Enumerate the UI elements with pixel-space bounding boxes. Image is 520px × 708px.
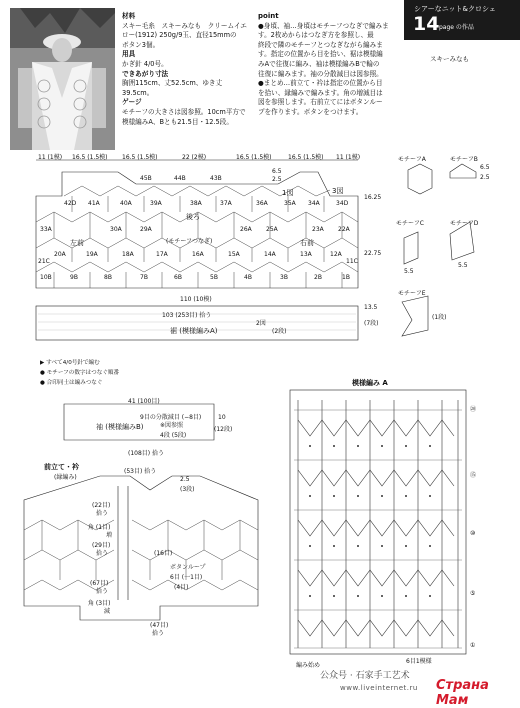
size-text: 胸囲115cm、丈52.5cm、ゆき丈39.5cm。 [122,79,223,97]
motif-label: 25A [266,226,278,233]
motif-label: 30A [110,226,122,233]
motif-label: 2B [314,274,322,281]
pattern-row-mark: ⑤ [470,590,476,597]
page-suffix: page の作品 [439,24,474,31]
motif-e-dim: (1段) [432,314,447,321]
motif-label: 37A [220,200,232,207]
front-band-note: 拾う [152,630,165,637]
motif-label: 20A [54,251,66,258]
motif-b-dim: 6.5 [480,164,490,171]
pattern-row-mark: ⑳ [470,406,477,413]
motif-label: 21C [38,258,50,265]
dim-neck: 6.5 [272,168,282,175]
materials-line: スキー毛糸 スキーみなも クリームイエ [122,21,247,30]
motif-c-name: モチーフC [396,220,424,227]
front-band-note: 角 (1目) [88,524,111,531]
motif-label: 19A [86,251,98,258]
front-band-note: 拾う [96,550,109,557]
fig3-label: 3図 [332,187,344,195]
hem-fig: 2図 [256,320,266,327]
motif-label: 40A [120,200,132,207]
tools-text: かぎ針 4/0号。 [122,59,168,68]
point-line: す。指定の位置から目を拾い、裾は模様編 [258,50,383,59]
motif-label: 39A [150,200,162,207]
gauge-title: ゲージ [122,98,142,107]
front-band-note: 角 (3目) [88,600,111,607]
materials-line: ロー(1912) 250g/9玉、直径15mmの [122,31,237,40]
motif-label: 16A [192,251,204,258]
back-label: 後ろ [186,213,200,221]
site-logo: Страна Мам [436,678,489,708]
motif-label: 23A [312,226,324,233]
front-band-note: ボタンループ [170,564,206,571]
dim-top: 16.5 (1.5模) [288,154,324,161]
motif-label: 8B [104,274,112,281]
materials-title: 材料 [122,12,136,20]
legend [40,358,119,388]
motif-label: 11C [346,258,358,265]
motif-label: 34D [336,200,349,207]
motif-label: 4B [244,274,252,281]
point-line: 往復に編みます。袖の分散減目は図参照。 [258,69,383,78]
front-band-note: 6目 (一1目) [170,574,203,581]
front-band-note: (67目) [90,580,109,587]
motif-label: 42D [64,200,77,207]
pattern-row-mark: ⑩ [470,530,476,537]
dim-top: 16.5 (1.5模) [122,154,158,161]
pattern-repeat: 6目1模様 [406,658,432,665]
gauge-line: 模様編みA、Bとも21.5目・12.5段。 [122,117,233,126]
front-band-note: (53目) 拾う [124,468,157,475]
yarn-label: スキーみなも [430,55,469,63]
point-title: point [258,12,279,20]
motif-label: 14A [264,251,276,258]
motif-label: 18A [122,251,134,258]
motif-c-dim: 5.5 [404,268,414,275]
motif-label: 22A [338,226,350,233]
motif-d-name: モチーフD [450,220,479,227]
motif-label: 13A [300,251,312,258]
dim-top: 11 (1模) [38,154,63,161]
motif-label: 33A [40,226,52,233]
motif-label: 29A [140,226,152,233]
motif-label: 15A [228,251,240,258]
pattern-row-mark: ① [470,642,476,649]
motif-e-dim: 13.5 [364,304,378,311]
front-band-title: 前立て・衿 [44,463,79,471]
motif-label: 12A [330,251,342,258]
motif-label: 9B [70,274,78,281]
point-line: す。2枚めからはつなぎ方を参照し、最 [258,31,374,40]
motif-label: 1B [342,274,350,281]
hem-label: 裾 (模様編みA) [170,327,218,335]
front-band-note: (22目) [92,502,111,509]
right-front-label: 右前 [300,239,314,247]
width-total: 110 (10模) [180,296,212,303]
sleeve-rows: 4段 (5段) [160,432,187,439]
motif-label: 7B [140,274,148,281]
dim-neck: 2.5 [272,176,282,183]
dim-top: 11 (1模) [336,154,361,161]
front-band-note: (16目) [154,550,173,557]
hem-rows: (2段) [272,328,287,335]
pattern-title: 模様編み A [352,379,388,387]
motif-label: 6B [174,274,182,281]
motif-label: 38A [190,200,202,207]
back-sub-label: (モチーフつなぎ) [166,238,213,245]
sleeve-dec-note: 9目の分散減目 (−8目) [140,414,202,421]
front-band-note: 2.5 [180,476,190,483]
point-line: プを作ります。ボタンをつけます。 [258,107,363,116]
dim-top: 16.5 (1.5模) [72,154,108,161]
motif-label: 41A [88,200,100,207]
materials-line: ボタン3個。 [122,40,160,49]
motif-b-name: モチーフB [450,156,478,163]
dim-top: 16.5 (1.5模) [236,154,272,161]
point-line: を拾い、縁編みで編みます。角の増減目は [258,88,383,97]
motif-label: 10B [40,274,52,281]
front-band-note: 拾う [96,510,109,517]
sleeve-bottom-dim: (108目) 拾う [128,450,165,457]
sleeve-dec-sub: ※図参照 [160,422,184,429]
sleeve-side-dim: (12段) [214,426,233,433]
motif-label: 5B [210,274,218,281]
front-band-note: 拾う [96,588,109,595]
front-band-note: 減 [104,608,111,615]
dim-height: 22.75 [364,250,382,257]
motif-label: 34A [308,200,320,207]
pattern-row-mark: ⑮ [470,472,477,479]
point-line: 図を参照します。右前立てにはボタンルー [258,98,383,107]
point-line: ●まとめ…前立て・衿は指定の位置から目 [258,79,383,88]
front-band-note: (3段) [180,486,195,493]
motif-d-dim: 5.5 [458,262,468,269]
motif-label: 36A [256,200,268,207]
left-front-label: 左前 [70,239,84,247]
motif-e-dim: (7段) [364,320,379,327]
legend-item: ● 合印同士は編みつなぐ [40,380,103,386]
front-band-note: (47目) [150,622,169,629]
motif-label: 26A [240,226,252,233]
motif-e-name: モチーフE [398,290,426,297]
front-band-note: 増 [106,532,113,539]
gauge-line: モチーフの大きさは図参照。10cm平方で [122,107,246,116]
point-line: 終段で隣のモチーフとつなぎながら編みま [258,40,383,49]
hem-width: 103 (253目) 拾う [162,312,212,319]
front-band-note: (4目) [174,584,189,591]
front-band-note: (29目) [92,542,111,549]
legend-item: ● モチーフの数字はつなぐ順番 [40,370,120,376]
dim-top: 22 (2模) [182,154,207,161]
dim-height: 16.25 [364,194,382,201]
motif-label: 43B [210,175,222,182]
sleeve-top-dim: 41 (100目) [128,398,160,405]
motif-label: 17A [156,251,168,258]
legend-item: ▶ すべて4/0号針で編む [40,360,100,366]
motif-label: 45B [140,175,152,182]
front-band-sub: (縁編み) [54,474,77,481]
motif-label: 44B [174,175,186,182]
point-line: みAで往復に編み、袖は模様編みBで輪の [258,59,380,68]
motif-a-name: モチーフA [398,156,426,163]
page-number: 14 [413,13,440,35]
size-title: できあがり寸法 [122,69,169,78]
sleeve-side-dim: 10 [218,414,226,421]
tools-title: 用具 [122,50,136,59]
fig1-label: 1図 [282,189,294,197]
wechat-watermark: 公众号 · 石家手工艺术 [320,671,410,681]
series-title: シアーなニット&クロシェ [414,5,496,13]
motif-label: 3B [280,274,288,281]
pattern-start: 編み始め [296,662,321,669]
url-watermark: www.liveinternet.ru [340,684,418,692]
motif-b-dim: 2.5 [480,174,490,181]
motif-label: 35A [284,200,296,207]
point-line: ●身頃、袖…身頃はモチーフつなぎで編みま [258,21,389,30]
sleeve-label: 袖 (模様編みB) [96,423,144,431]
